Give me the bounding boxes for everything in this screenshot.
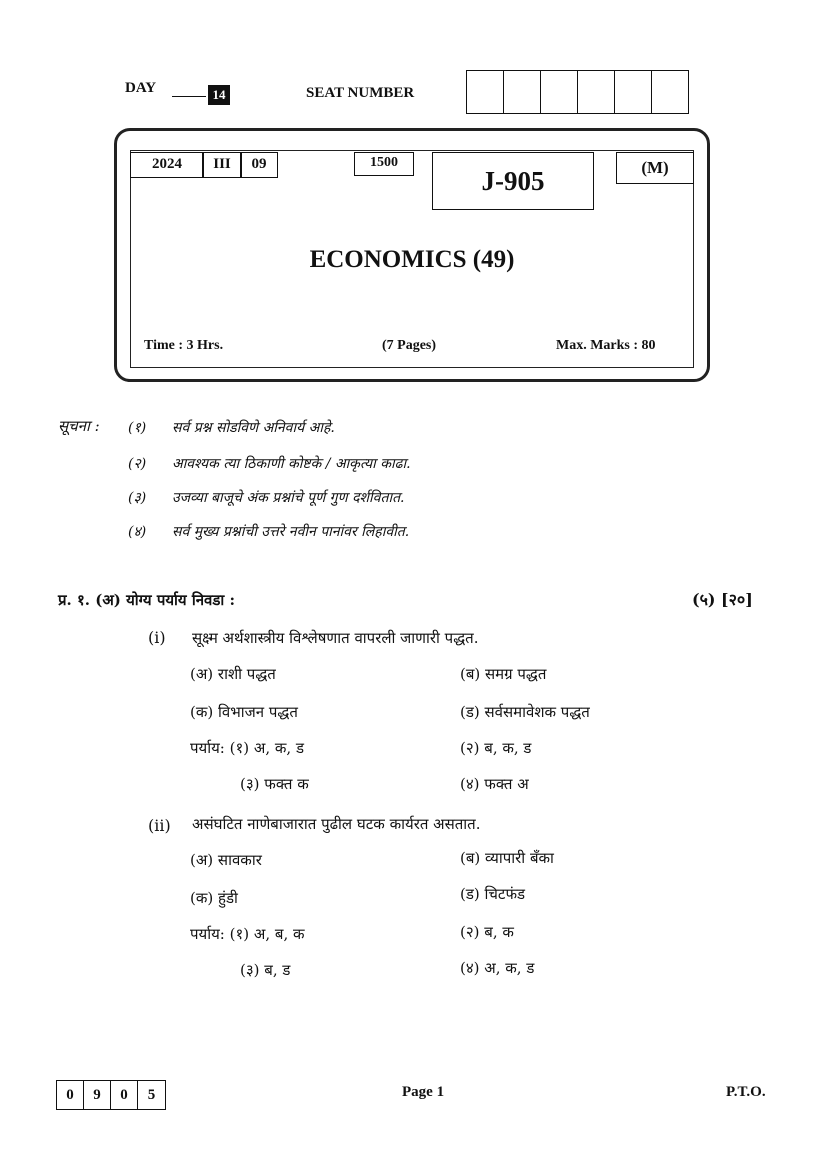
year-code: 2024: [130, 152, 204, 178]
sub-question-number: (ii): [148, 816, 171, 835]
sub-question-text: असंघटित नाणेबाजारात पुढील घटक कार्यरत असतात.: [192, 815, 481, 833]
seat-number-boxes: [466, 70, 689, 114]
choice-3: (३) फक्त क: [240, 775, 309, 793]
option-a: (अ) सावकार: [190, 851, 262, 869]
code-digit: 0: [111, 1081, 138, 1109]
instruction-number: (४): [128, 524, 147, 540]
choice-4: (४) फक्त अ: [460, 775, 529, 793]
seat-cell: [577, 70, 614, 114]
sub-question-number: (i): [148, 628, 166, 647]
code-digit: 5: [147, 1087, 156, 1103]
instructions-label: सूचना :: [58, 417, 100, 435]
max-marks-info: Max. Marks : 80: [556, 338, 656, 353]
question-marks: (५) [२०]: [692, 590, 753, 609]
medium-code: (M): [616, 152, 694, 184]
instruction-text: सर्व प्रश्न सोडविणे अनिवार्य आहे.: [172, 420, 335, 436]
instruction-item: [128, 488, 405, 507]
choice-2: (२) ब, क, ड: [460, 739, 532, 757]
option-a: (अ) राशी पद्धत: [190, 665, 276, 683]
seat-cell: [466, 70, 503, 114]
instruction-item: [128, 522, 409, 541]
seat-cell: [503, 70, 540, 114]
instruction-item: [128, 454, 411, 473]
day-divider: [172, 96, 206, 97]
instruction-text: उजव्या बाजूचे अंक प्रश्नांचे पूर्ण गुण दर्शवितात.: [172, 490, 405, 506]
question-heading: प्र. १. (अ) योग्य पर्याय निवडा :: [58, 591, 236, 609]
choice-3: (३) ब, ड: [240, 961, 291, 979]
day-code: 09: [240, 152, 278, 178]
sub-question-text: सूक्ष्म अर्थशास्त्रीय विश्लेषणात वापरली जाणारी पद्धत.: [192, 629, 479, 647]
seat-cell: [540, 70, 577, 114]
option-c: (क) विभाजन पद्धत: [190, 703, 298, 721]
instruction-text: सर्व मुख्य प्रश्नांची उत्तरे नवीन पानांवर लिहावीत.: [172, 524, 410, 540]
code-digit: 9: [84, 1081, 111, 1109]
code-digit: 0: [57, 1081, 84, 1109]
count-code: 1500: [354, 152, 414, 176]
seat-cell: [614, 70, 651, 114]
choice-1: पर्याय: (१) अ, ब, क: [190, 925, 305, 943]
subject-title: ECONOMICS (49): [309, 246, 515, 273]
choice-4: (४) अ, क, ड: [460, 959, 535, 977]
option-b: (ब) समग्र पद्धत: [460, 665, 547, 683]
paper-code-boxes: [56, 1080, 166, 1110]
day-number-badge: 14: [208, 85, 230, 105]
pages-info: (7 Pages): [382, 338, 437, 353]
choice-2: (२) ब, क: [460, 923, 514, 941]
instruction-text: आवश्यक त्या ठिकाणी कोष्टके / आकृत्या काढा.: [172, 456, 411, 472]
instruction-number: (२): [128, 456, 147, 472]
instruction-item: [128, 418, 335, 437]
option-b: (ब) व्यापारी बँका: [460, 849, 554, 867]
instruction-number: (३): [128, 490, 147, 506]
option-c: (क) हुंडी: [190, 889, 238, 907]
page-number: Page 1: [402, 1084, 445, 1100]
time-info: Time : 3 Hrs.: [144, 338, 224, 353]
paper-code: J-905: [432, 152, 594, 210]
seat-cell: [651, 70, 689, 114]
option-d: (ड) चिटफंड: [460, 885, 526, 903]
instruction-number: (१): [128, 420, 147, 436]
day-label: DAY: [125, 80, 157, 96]
option-d: (ड) सर्वसमावेशक पद्धत: [460, 703, 590, 721]
pto-label: P.T.O.: [726, 1084, 766, 1100]
seat-number-label: SEAT NUMBER: [306, 85, 415, 101]
month-code: III: [202, 152, 242, 178]
choice-1: पर्याय: (१) अ, क, ड: [190, 739, 304, 757]
